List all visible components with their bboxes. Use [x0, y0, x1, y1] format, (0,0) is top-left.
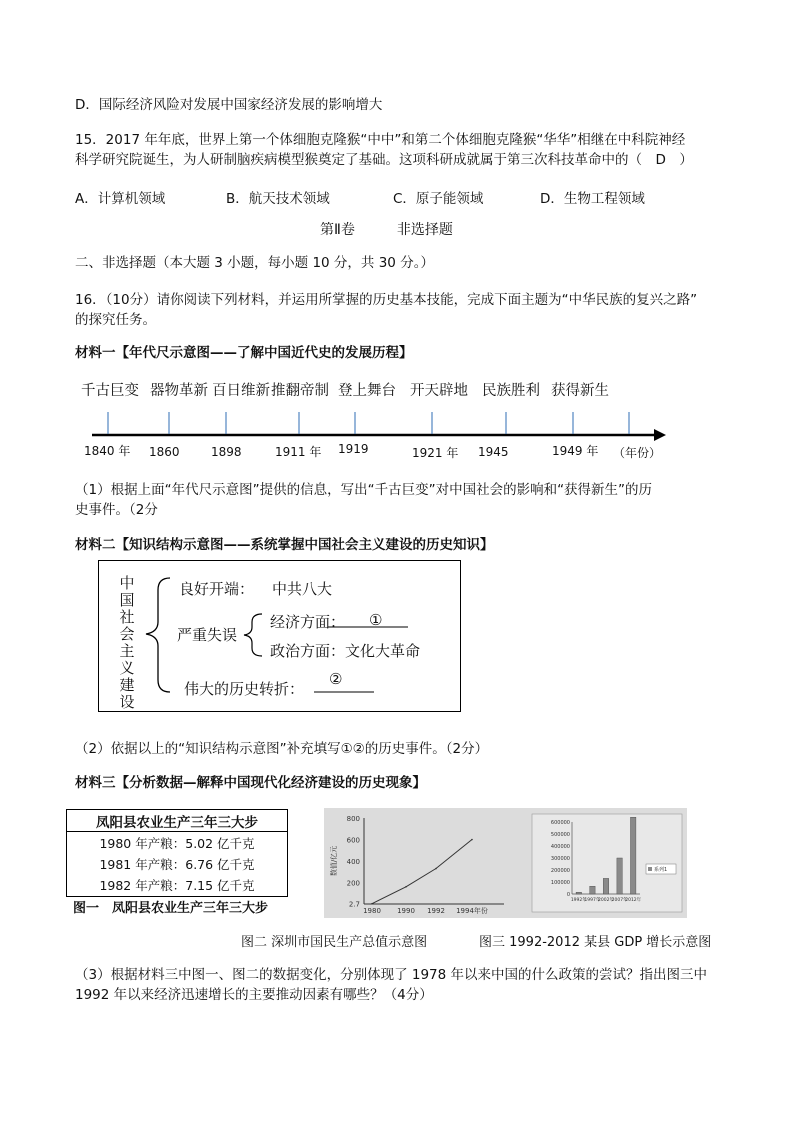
- material-3-heading: 材料三【分析数据—解释中国现代化经济建设的历史现象】: [75, 775, 426, 791]
- question-15-line2: 科学研究院诞生，为人研制脑疾病模型猴奠定了基础。这项科研成就属于第三次科技革命中的（ D ）: [75, 152, 693, 168]
- timeline-year: 1919: [338, 442, 369, 456]
- volume-heading: 第Ⅱ卷 非选择题: [320, 222, 453, 238]
- option-d-text: D．国际经济风险对发展中国家经济发展的影响增大: [75, 97, 383, 113]
- figure-1-caption: 图一 凤阳县农业生产三年三大步: [73, 901, 269, 916]
- sub-question-1-line2: 史事件。（2分: [75, 502, 158, 518]
- timeline-year: 1860: [149, 445, 180, 459]
- material-1-heading: 材料一【年代尺示意图——了解中国近代史的发展历程】: [75, 345, 413, 361]
- grain-table-title: 凤阳县农业生产三年三大步: [67, 810, 288, 832]
- timeline-label: 获得新生: [551, 383, 609, 399]
- mistakes-label: 严重失误: [177, 626, 238, 644]
- grain-row-1982: 1982 年产粮：7.15 亿千克: [99, 877, 255, 893]
- choice-a: A．计算机领域: [75, 191, 166, 207]
- y-tick-label: 0: [566, 892, 570, 898]
- bar: [617, 858, 622, 894]
- structure-root: 中国社会主义建设: [119, 574, 135, 711]
- sub-question-3-line2: 1992 年以来经济迅速增长的主要推动因素有哪些？（4分）: [75, 987, 433, 1003]
- material-2-heading: 材料二【知识结构示意图——系统掌握中国社会主义建设的历史知识】: [75, 537, 494, 553]
- timeline-label: 千古巨变: [81, 383, 139, 399]
- timeline-year: 1949 年: [552, 444, 599, 458]
- x-tick-label: 2007年: [611, 898, 628, 903]
- timeline-year: 1911 年: [275, 445, 322, 459]
- timeline-label: 百日维新: [212, 383, 270, 399]
- sub-question-3-line1: （3）根据材料三中图一、图二的数据变化，分别体现了 1978 年以来中国的什么政策的尝试？指出图三中: [75, 967, 708, 983]
- timeline-label: 民族胜利: [482, 383, 540, 399]
- choice-c: C．原子能领域: [393, 191, 484, 207]
- x-tick-label: 1997年: [584, 898, 601, 903]
- turning-label: 伟大的历史转折：: [184, 680, 305, 698]
- bar: [590, 886, 595, 894]
- good-start-value: 中共八大: [272, 580, 333, 598]
- blank-2: ②: [329, 670, 343, 688]
- grain-row-1981: 1981 年产粮：6.76 亿千克: [99, 856, 255, 872]
- sub-question-2: （2）依据以上的“知识结构示意图”补充填写①②的历史事件。（2分）: [75, 741, 489, 757]
- y-tick-label: 400000: [550, 844, 570, 850]
- timeline-year: 1840 年: [84, 444, 131, 458]
- choice-b: B．航天技术领域: [226, 191, 330, 207]
- timeline-label: 开天辟地: [410, 383, 468, 399]
- y-tick-label: 200: [346, 879, 360, 888]
- question-16-line2: 的探究任务。: [75, 312, 156, 328]
- x-tick-label: 1980: [363, 907, 381, 915]
- y-tick-label: 600000: [550, 820, 570, 826]
- timeline-unit: （年份）: [613, 446, 662, 460]
- timeline-label: 登上舞台: [338, 383, 396, 399]
- y-tick-label: 200000: [550, 868, 570, 874]
- bar-chart: [520, 808, 687, 918]
- y-tick-label: 500000: [550, 832, 570, 838]
- y-tick-label: 100000: [550, 880, 570, 886]
- y-tick-label: 400: [346, 858, 360, 866]
- x-tick-label: 1992: [427, 907, 445, 915]
- grain-row-1980: 1980 年产粮：5.02 亿千克: [99, 835, 255, 851]
- blank-1: ①: [369, 611, 383, 629]
- choice-d: D．生物工程领域: [540, 191, 645, 207]
- timeline-year: 1921 年: [412, 446, 459, 460]
- y-tick-label: 300000: [550, 856, 570, 862]
- y-tick-label: 2.7: [348, 900, 360, 909]
- timeline-label: 器物革新: [150, 383, 208, 399]
- data-point: [435, 868, 437, 870]
- bar: [576, 892, 581, 894]
- timeline-year: 1898: [211, 445, 242, 459]
- x-tick-label: 1994年份: [456, 907, 488, 915]
- data-point: [371, 903, 373, 905]
- line-chart: [324, 808, 524, 918]
- legend-label: 系列1: [654, 867, 668, 873]
- economic-label: 经济方面：: [270, 613, 346, 631]
- sub-question-1-line1: （1）根据上面“年代尺示意图”提供的信息，写出“千古巨变”对中国社会的影响和“获得新生”的历: [75, 482, 653, 498]
- grain-table-row: [67, 832, 288, 897]
- question-15-line1: 15．2017 年年底，世界上第一个体细胞克隆猴“中中”和第二个体细胞克隆猴“华华”相继在中科院神经: [75, 132, 686, 148]
- y-axis-label: 数值/亿元: [330, 845, 338, 877]
- x-tick-label: 2012年: [625, 898, 642, 903]
- y-tick-label: 600: [346, 836, 360, 845]
- good-start-label: 良好开端：: [179, 580, 255, 598]
- timeline-year: 1945: [478, 445, 509, 459]
- timeline-label: 推翻帝制: [271, 383, 329, 399]
- section-2-heading: 二、非选择题（本大题 3 小题，每小题 10 分，共 30 分。）: [75, 255, 434, 271]
- bar: [630, 817, 635, 894]
- legend-swatch: [648, 867, 652, 871]
- data-point: [405, 886, 407, 888]
- political-label: 政治方面：文化大革命: [270, 642, 421, 660]
- x-tick-label: 1990: [397, 907, 415, 915]
- question-16-line1: 16．（10分）请你阅读下列材料，并运用所掌握的历史基本技能，完成下面主题为“中华民族的复兴之路”: [75, 292, 698, 308]
- x-tick-label: 1992年: [570, 898, 587, 903]
- bar: [603, 878, 608, 894]
- data-point: [471, 839, 473, 841]
- grain-table: [66, 809, 288, 897]
- series-line: [372, 840, 472, 904]
- figure-2-caption: 图二 深圳市国民生产总值示意图: [241, 935, 428, 950]
- y-tick-label: 800: [346, 815, 360, 823]
- x-tick-label: 2002年: [598, 898, 614, 903]
- figure-3-caption: 图三 1992-2012 某县 GDP 增长示意图: [479, 935, 712, 950]
